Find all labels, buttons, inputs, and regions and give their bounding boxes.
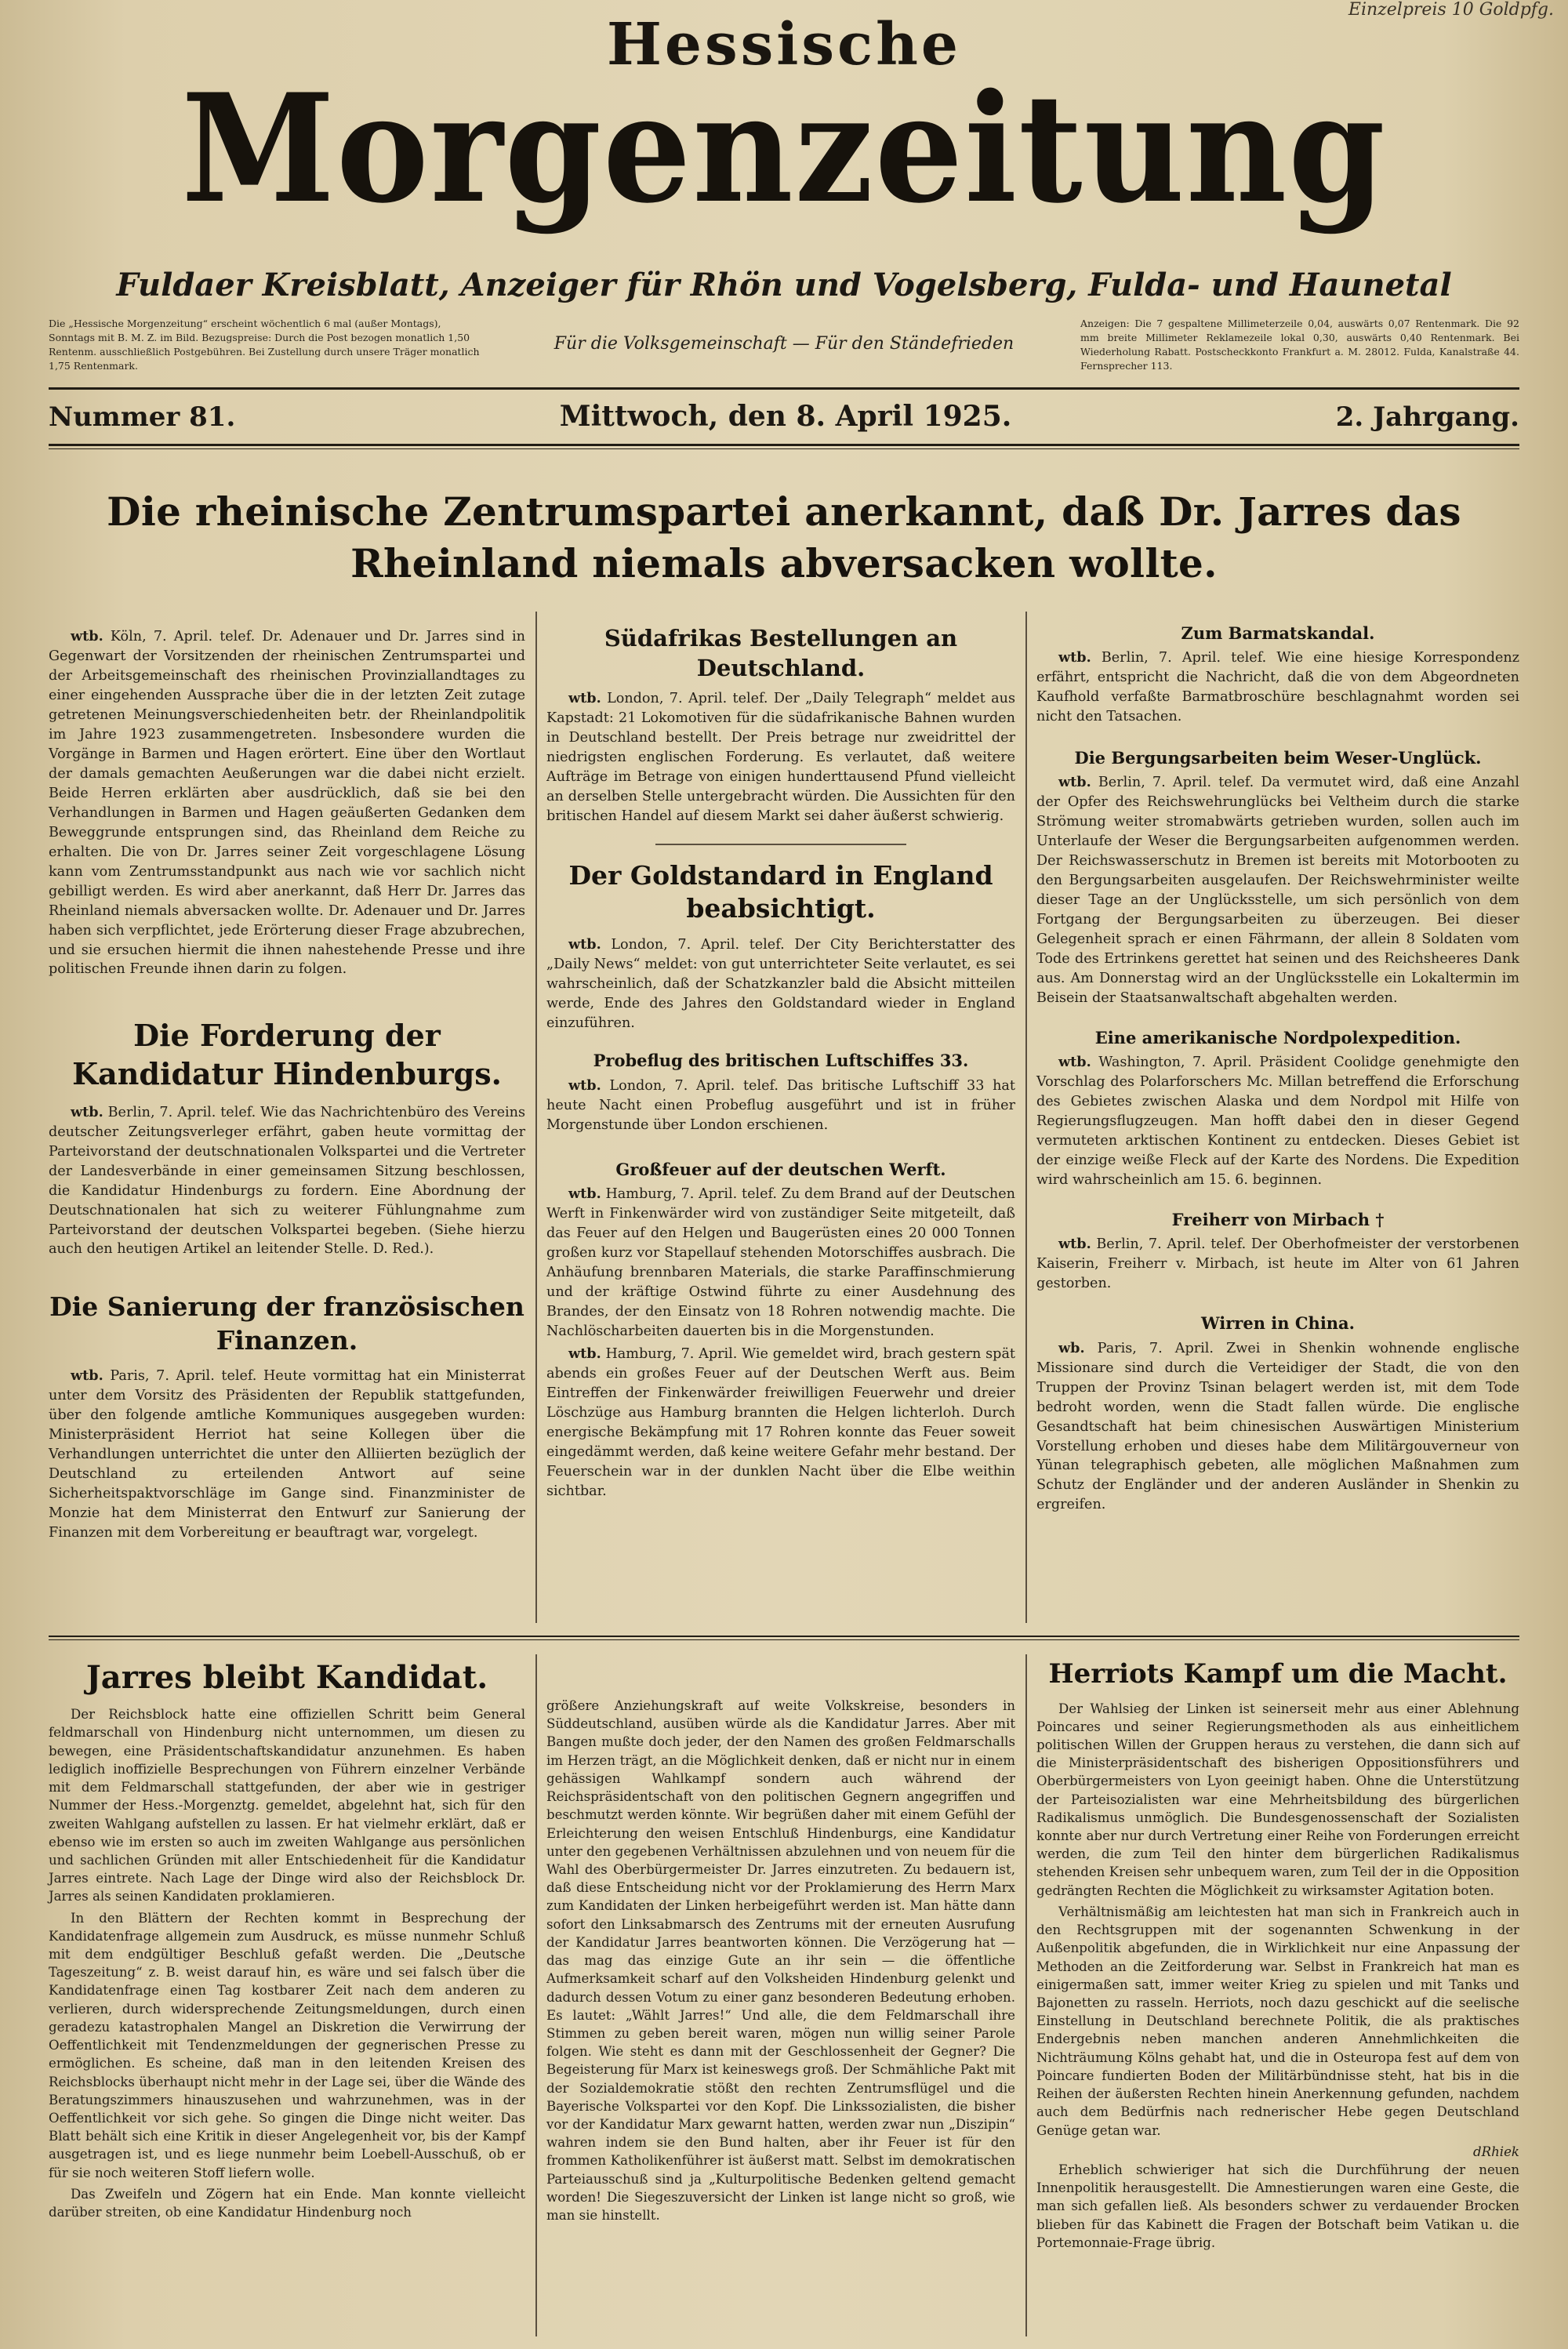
subscription-info: Die „Hessische Morgenzeitung“ erscheint wöchentlich 6 mal (außer Montags), Sonntags mit B. M. Z. im Bild. Bezugspreise: Durch die Post bezogen monatlich 1,50 Rentenm. ausschließlich Postgebühren. Bei Zustellung durch unsere Träger monatlich 1,75 Rentenmark. [49,318,480,372]
bottom-divider-1 [535,1654,537,2336]
article-weser: wtb. Berlin, 7. April. telef. Da vermutet wird, daß eine Anzahl der Opfer des Reichswehrunglücks bei Veltheim durch die starke Strömung weiter stromabwärts getrieben wurden, sollen auch im Unterlaufe der Weser die Bergungsarbeiten aufgenommen werden. Der Reichswasserschutz in Bremen ist bereits mit Motorbooten zu den Bergungsarbeiten ausgelaufen. Der Reichswehrminister weilte dieser Tage an der Unglücksstelle, um sich persönlich von dem Fortgang der Bergungsarbeiten zu überzeugen. Bei dieser Gelegenheit sprach er einen Fährmann, der allein 8 Soldaten vom Tode des Ertrinkens gerettet hat seinen und des Reichsheeres Dank aus. Am Donnerstag wird an der Unglücksstelle ein Lokaltermin im Beisein der Staatsanwaltschaft abgehalten werden. [1036,774,1520,1007]
editorial-continued: größere Anziehungskraft auf weite Volkskreise, besonders in Süddeutschland, ausüben würde als die Kandidatur Jarres. Aber mit Bangen mußte doch jeder, der den Namen des großen Feldmarschalls im Herzen trägt, an die Möglichkeit denken, daß er nicht nur in einem gehässigen Wahlkampf sondern auch während der Reichspräsidentschaft von den politischen Gegnern angegriffen und beschmutzt werden könnte. Wir begrüßen daher mit einem Gefühl der Erleichterung den weisen Entschluß Hindenburgs, eine Kandidatur unter den gegebenen Verhältnissen abzulehnen und von neuem für die Wahl des Oberbürgermeister Dr. Jarres einzutreten. Zu bedauern ist, daß diese Entscheidung nicht vor der Proklamierung des Herrn Marx zum Kandidaten der Linken herbeigeführt werden ist. Man hätte dann sofort den Linksabmarsch des Zentrums mit der erneuten Ausrufung der Kandidatur Jarres beantworten können. Die Verzögerung hat — das mag das einzige Gute an ihr sein — die öffentliche Aufmerksamkeit scharf auf den Volksheiden Hindenburg gelenkt und dadurch dessen Votum zu einer ganz besonderen Bedeutung erhoben. Es lautet: „Wählt Jarres!“ Und alle, die dem Feldmarschall ihre Stimmen zu geben bereit waren, mögen nun willig seiner Parole folgen. Wie steht es dann mit der Geschlossenheit der Gegner? Die Begeisterung für Marx ist keineswegs groß. Der Schmähliche Pakt mit der Sozialdemokratie stößt den rechten Zentrumsflügel und die Bayerische Volkspartei vor den Kopf. Die Linkssozialisten, die bisher vor der Kandidatur Marx gewarnt hatten, werden zwar nun „Diszipin“ wahren indem sie den Bund halten, aber ihr Feuer ist für den frommen Katholikenführer ist äußerst matt. Selbst im demokratischen Parteiausschuß sind ja „Kulturpolitische Bedenken geltend gemacht worden! Die Siegeszuversicht der Linken ist lange nicht so groß, wie man sie hinstellt. [546,1698,1015,2224]
separator [655,844,906,845]
masthead-rule-top [49,387,1519,390]
dateline [49,400,1519,433]
heading-china: Wirren in China. [1201,1313,1355,1334]
heading-french-finances: Die Sanierung der französischen Finanzen. [49,1291,524,1356]
article-hindenburg-candidacy: wtb. Berlin, 7. April. telef. Wie das Nachrichtenbüro des Vereins deutscher Zeitungsverleger erfährt, gaben heute vormittag der Parteivorstand der deutschnationalen Volkspartei und die Vertreter der Landesverbände in einer gemeinsamen Sitzung beschlossen, die Kandidatur Hindenburgs zu fordern. Eine Abordnung der Deutschnationalen hat sich zu weiterer Fühlungnahme zum Parteivorstand der deutschen Volkspartei begeben. (Siehe hierzu auch den heutigen Artikel an leitender Stelle. D. Red.). [49,1103,525,1258]
bottom-column-3 [1036,1653,1519,2255]
herriot-para-1: Der Wahlsieg der Linken ist seinerseit mehr aus einer Ablehnung Poincares und seiner Regierungsmethoden als aus einheitlichem politischen Willen der Gruppen heraus zu verstehen, die dann sich auf die Ministerpräsidentschaft des bisherigen Oppositionsführers und Oberbürgermeisters von Lyon geeinigt haben. Ohne die Unterstützung der Parteisozialisten war eine Mehrheitsbildung des bürgerlichen Radikalismus unmöglich. Die Bundesgenossenschaft der Sozialisten konnte aber nur durch Vertretung einer Reihe von Forderungen erreicht werden, die zum Teil den hinter dem bürgerlichen Radikalismus stehenden Kreisen sehr unbequem waren, zum Teil der in die Opposition gedrängten Rechten die Möglichkeit zu wirksamster Agitation boten. [1036,1701,1519,1898]
article-adenauer-jarres: wtb. Köln, 7. April. telef. Dr. Adenauer und Dr. Jarres sind in Gegenwart der Vorsitzenden der rheinischen Zentrumspartei und der Arbeitsgemeinschaft des rheinischen Provinziallandtages zu einer eingehenden Aussprache über die in der letzten Zeit zutage getretenen Meinungsverschiedenheiten betr. der Rheinlandpolitik im Jahre 1923 zusammengetreten. Insbesondere wurden die Vorgänge in Barmen und Hagen erörtert. Eine über den Wortlaut der damals gemachten Aeußerungen war die dabei nicht erzielt. Beide Herren erklärten aber ausdrücklich, daß sie bei den Verhandlungen in Barmen und Hagen geäußerten Gedanken dem Beweggrunde entsprungen sind, das Rheinland dem Reiche zu erhalten. Die von Dr. Jarres seiner Zeit vorgeschlagene Lösung kann vom Zentrumsstandpunkt aus nach wie vor sachlich nicht gebilligt werden. Es wird aber anerkannt, daß Herr Dr. Jarres das Rheinland niemals abversacken wollte. Dr. Adenauer und Dr. Jarres haben sich verpflichtet, jede Erörterung dieser Frage abzubrechen, und sie ersuchen hiermit die ihnen nahestehende Presse und ihre politischen Freunde ihnen darin zu folgen. [49,628,526,978]
bottom-column-1 [49,1653,525,2224]
editorial-para-1: Der Reichsblock hatte eine offiziellen Schritt beim General feldmarschall von Hindenburg nicht unternommen, um diesen zu bewegen, eine Präsidentschaftskandidatur anzunehmen. Es haben lediglich inoffizielle Besprechungen von Führern einzelner Verbände mit dem Feldmarschall stattgefunden, der aber wie in gestriger Nummer der Hess.-Morgenztg. gemeldet, abgelehnt hat, sich für den zweiten Wahlgang aufstellen zu lassen. Er hat vielmehr erklärt, daß er ebenso wie im ersten so auch im zweiten Wahlgange aus persönlichen und sachlichen Gründen mit aller Entschiedenheit für die Kandidatur Jarres eintrete. Nach Lage der Dinge wird also der Reichsblock Dr. Jarres als seinen Kandidaten proklamieren. [49,1707,525,1904]
column-divider-2 [1025,612,1027,1623]
heading-north-pole: Eine amerikanische Nordpolexpedition. [1094,1028,1461,1048]
issue-date: Mittwoch, den 8. April 1925. [559,400,1012,433]
article-french-finances: wtb. Paris, 7. April. telef. Heute vormittag hat ein Ministerrat unter dem Vorsitz des Präsidenten der Republik stattgefunden, über den folgende amtliche Kommuniques ausgegeben wurden: Ministerpräsident Herriot hat seine Kollegen über die Verhandlungen unterrichtet die unter den Alliierten bezüglich der Deutschland zu erteilenden Antwort auf seine Sicherheitspaktvorschläge im Gange sind. Finanzminister de Monzie hat dem Ministerrat den Entwurf zur Sanierung der Finanzen mit dem Vorbereitung er beauftragt war, vorgelegt. [49,1367,525,1541]
article-gold-standard: wtb. London, 7. April. telef. Der City Berichterstatter des „Daily News“ meldet: von gut unterrichteter Seite verlautet, es sei wahrscheinlich, daß der Schatzkanzler bald die Absicht mitteilen werde, Ende des Jahres den Goldstandard wieder in England einzuführen. [546,935,1016,1031]
issue-number: Nummer 81. [49,401,236,433]
masthead-subtitle: Fuldaer Kreisblatt, Anzeiger für Rhön und Vogelsberg, Fulda- und Haunetal [116,267,1452,303]
article-barmat: wtb. Berlin, 7. April. telef. Wie eine hiesige Korrespondenz erfährt, entspricht die Nachricht, daß die von dem Abgeordneten Kaufhold verfaßte Barmatbroschüre beschlagnahmt worden sei nicht den Tatsachen. [1036,649,1519,725]
article-south-africa: wtb. London, 7. April. telef. Der „Daily Telegraph“ meldet aus Kapstadt: 21 Lokomotiven für die südafrikanische Bahnen wurden in Deutschland bestellt. Der Preis betrage nur zweidrittel der niedrigsten englischen Forderung. Es verlautet, daß weitere Aufträge im Betrage von einigen hunderttausend Pfund vielleicht an derselben Stelle untergebracht würden. Die Aussichten für den britischen Handel auf diesem Markt sei daher äußerst schwierig. [546,690,1015,825]
heading-herriot: Herriots Kampf um die Macht. [1048,1658,1508,1690]
article-mirbach: wtb. Berlin, 7. April. telef. Der Oberhofmeister der verstorbenen Kaiserin, Freiherr v. Mirbach, ist heute im Alter von 61 Jahren gestorben. [1036,1236,1520,1292]
section-rule [49,1636,1519,1637]
editorial-para-3: Das Zweifeln und Zögern hat ein Ende. Man konnte vielleicht darüber streiten, ob eine Kandidatur Hindenburg noch [49,2186,525,2220]
advertising-info: Anzeigen: Die 7 gespaltene Millimeterzeile 0,04, auswärts 0,07 Rentenmark. Die 92 mm breite Millimeter Reklamezeile lokal 0,30, auswärts 0,40 Rentenmark. Bei Wiederholung Rabatt. Postscheckkonto Frankfurt a. M. 28012. Fulda, Kanalstraße 44. Fernsprecher 113. [1080,318,1519,372]
heading-gold-standard: Der Goldstandard in England beabsichtigt. [568,860,993,924]
author-signature: dRhiek [1473,2144,1519,2159]
column-divider-1 [535,612,537,1623]
article-airship: wtb. London, 7. April. telef. Das britische Luftschiff 33 hat heute Nacht einen Probeflug ausgeführt und ist in früher Morgenstunde über London erschienen. [546,1076,1015,1133]
heading-barmat: Zum Barmatskandal. [1181,623,1375,643]
herriot-para-3: Erheblich schwieriger hat sich die Durchführung der neuen Innenpolitik herausgestellt. Die Amnestierungen waren eine Geste, die man sich gefallen ließ. Als besonders schwer zu verdauender Brocken blieben für das Kabinett die Fragen der Botschaft beim Vatikan u. die Portemonnaie-Frage übrig. [1036,2162,1519,2250]
heading-mirbach: Freiherr von Mirbach † [1171,1210,1385,1230]
heading-jarres-candidate: Jarres bleibt Kandidat. [85,1659,488,1696]
article-shipyard-fire-2: wtb. Hamburg, 7. April. Wie gemeldet wird, brach gestern spät abends ein großes Feuer auf der Deutschen Werft aus. Beim Eintreffen der Finkenwärder freiwilligen Feuerwehr und dreier Löschzüge aus Hamburg brannten die Helgen lichterloh. Durch energische Bekämpfung mit 17 Rohren konnte das Feuer soweit eingedämmt werden, daß keine weitere Gefahr mehr bestand. Der Feuerschein war in der dunklen Nacht über die Elbe weithin sichtbar. [546,1345,1015,1499]
masthead-info-row [49,317,1519,372]
bottom-divider-2 [1025,1654,1027,2336]
heading-airship: Probeflug des britischen Luftschiffes 33. [593,1051,969,1071]
heading-south-africa: Südafrikas Bestellungen an Deutschland. [604,625,958,681]
column-3 [1036,619,1519,1518]
article-china: wb. Paris, 7. April. Zwei in Shenkin wohnende englische Missionare sind durch die Verteidiger der Stadt, die von den Truppen der Provinz Tsinan belagert werden ist, mit dem Tode bedroht worden, wenn die Stadt fallen würde. Die englische Gesandtschaft hat beim chinesischen Auswärtigen Ministerium Vorstellung erhoben und dieses habe dem Militärgouverneur von Yünan telegraphisch gebeten, alle möglichen Maßnahmen zum Schutz der Engländer und der anderen Ausländer in Shenkin zu ergreifen. [1036,1339,1520,1513]
herriot-para-2: Verhältnismäßig am leichtesten hat man sich in Frankreich auch in den Rechtsgruppen mit der sogenannten Schwenkung in der Außenpolitik abgefunden, die in Wirklichkeit nur eine Anpassung der Methoden an die Zeitforderung war. Selbst in Frankreich hat man es einigermaßen satt, immer weiter Krieg zu spielen und mit Tanks und Bajonetten zu rasseln. Herriots, noch dazu geschickt auf die seelische Einstellung in Deutschland berechnete Politik, die als praktisches Endergebnis neben manchen anderen Annehmlichkeiten die Nichträumung Kölns gehabt hat, und die in Osteuropa fest auf dem von Poincare fundierten Boden der Militärbündnisse steht, hat bis in die Reihen der äußersten Rechten hinein Anerkennung gefunden, nachdem auch dem Bedürfnis nach rednerischer Hebe gegen Deutschland Genüge getan war. [1036,1904,1519,2138]
article-shipyard-fire-1: wtb. Hamburg, 7. April. telef. Zu dem Brand auf der Deutschen Werft in Finkenwärder wird von zuständiger Seite mitgeteilt, daß das Feuer auf den Helgen und Baugerüsten eines 20 000 Tonnen großen kurz vor Stapellauf stehenden Motorschiffes ausbrach. Die Anhäufung brennbaren Materials, die starke Paraffinschmierung und der kräftige Ostwind führte zu einer Ausdehnung des Brandes, der den Einsatz von 18 Rohren notwendig machte. Die Nachlöscharbeiten dauerten bis in die Morgenstunden. [546,1185,1016,1339]
column-1 [49,627,525,1546]
masthead-title-top: Hessische [606,11,962,78]
masthead-rule-thin [49,448,1519,449]
heading-hindenburg-candidacy: Die Forderung der Kandidatur Hindenburgs. [72,1018,502,1092]
issue-volume: 2. Jahrgang. [1335,401,1519,433]
heading-shipyard-fire: Großfeuer auf der deutschen Werft. [615,1159,946,1179]
bottom-column-2 [546,1697,1015,2227]
main-headline: Die rheinische Zentrumspartei anerkannt, daß Dr. Jarres das Rheinland niemals abversacken wollte. [107,488,1461,586]
heading-weser: Die Bergungsarbeiten beim Weser-Unglück. [1074,748,1482,768]
motto: Für die Volksgemeinschaft — Für den Ständefrieden [554,334,1014,354]
masthead-rule-bottom [49,444,1519,446]
price-note: Einzelpreis 10 Goldpfg. [1348,0,1554,20]
dagger-icon: † [1375,1210,1385,1230]
article-north-pole: wtb. Washington, 7. April. Präsident Coolidge genehmigte den Vorschlag des Polarforschers Mc. Millan betreffend die Erforschung des Gebietes zwischen Alaska und dem Nordpol mit Hilfe von Regierungsflugzeugen. Man hofft dabei den in dieser Gegend vermuteten arktischen Kontinent zu entdecken. Dieses Gebiet ist der einzige weiße Fleck auf der Karte des Nordens. Die Expedition wird wahrscheinlich am 15. 6. beginnen. [1036,1054,1520,1189]
column-2 [546,619,1015,1504]
masthead-title-main: Morgenzeitung [181,61,1387,236]
section-rule-thin [49,1639,1519,1640]
editorial-para-2: In den Blättern der Rechten kommt in Besprechung der Kandidatenfrage allgemein zum Ausdruck, es müsse nunmehr Schluß mit dem endgültiger Beschluß gefaßt werden. Die „Deutsche Tageszeitung“ z. B. weist darauf hin, es wäre und sei falsch über die Kandidatenfrage einen Tag kostbarer Zeit nach dem anderen zu verlieren, durch widersprechende Zeitungsmeldungen, durch einen geradezu katastrophalen Mangel an Diskretion die Verwirrung der Oeffentlichkeit mit Tendenzmeldungen der gegnerischen Presse zu ermöglichen. Es scheine, daß man in den leitenden Kreisen des Reichsblocks überhaupt nicht mehr in der Lage sei, über die Wände des Beratungszimmers hinauszusehen und wahrzunehmen, was in der Oeffentlichkeit vor sich gehe. So gingen die Dinge nicht weiter. Das Blatt behält sich eine Kritik in dieser Angelegenheit vor, bis der Kampf ausgetragen ist, und es liege nunmehr beim Loebell-Ausschuß, ob er für sie noch weiteren Stoff liefern wolle. [49,1910,525,2180]
